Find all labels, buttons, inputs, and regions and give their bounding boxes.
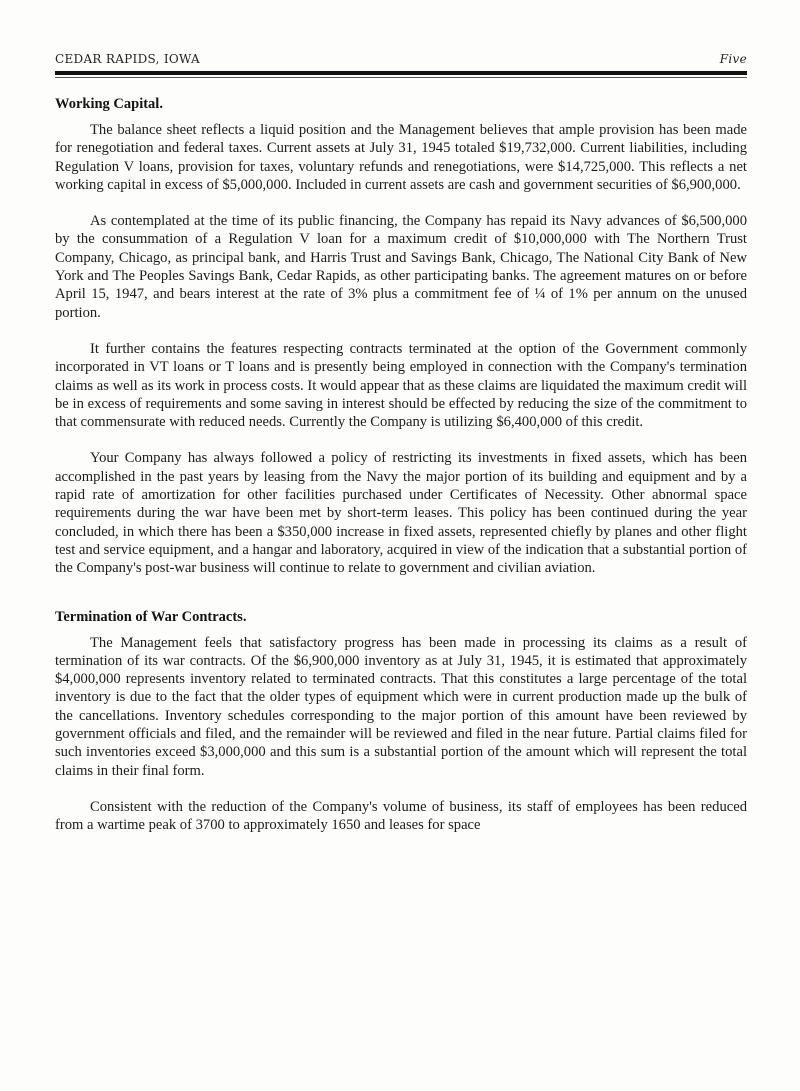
section-working-capital bbox=[55, 96, 747, 578]
section-termination-of-war-contracts bbox=[55, 609, 747, 835]
section-heading: Termination of War Contracts. bbox=[55, 608, 247, 625]
header-rule-thick bbox=[55, 71, 747, 75]
section-heading: Working Capital. bbox=[55, 96, 163, 112]
running-header bbox=[55, 52, 747, 68]
running-title: CEDAR RAPIDS, IOWA bbox=[55, 52, 201, 66]
page-number: Five bbox=[719, 52, 747, 66]
document-page bbox=[55, 52, 747, 835]
paragraph: As contemplated at the time of its public financing, the Company has repaid its Navy advances of $6,500,000 by the consummation of a Regulation V loan for a maximum credit of $10,000,000 with The Northern Trust Company, Chicago, as principal bank, and Harris Trust and Savings Bank, Chicago, The National City Bank of New York and The Peoples Savings Bank, Cedar Rapids, as other participating banks. The agreement matures on or before April 15, 1947, and bears interest at the rate of 3% plus a commitment fee of ¼ of 1% per annum on the unused portion. bbox=[55, 213, 747, 321]
paragraph: The Management feels that satisfactory progress has been made in processing its claims as a result of termination of its war contracts. Of the $6,900,000 inventory as at July 31, 1945, it is estimated that approximately $4,000,000 represents inventory related to terminated contracts. That this constitutes a large percentage of the total inventory is due to the fact that the older types of equipment which were in current production made up the bulk of the cancellations. Inventory schedules corresponding to the major portion of this amount have been reviewed by government officials and filed, and the remainder will be reviewed and filed in the near future. Partial claims filed for such inventories exceed $3,000,000 and this sum is a substantial portion of the amount which will represent the total claims in their final form. bbox=[55, 634, 747, 779]
paragraph: Your Company has always followed a policy of restricting its investments in fixed assets, which has been accomplished in the past years by leasing from the Navy the major portion of its building and equipment and by a rapid rate of amortization for other facilities purchased under Certificates of Necessity. Other abnormal space requirements during the war have been met by short-term leases. This policy has been continued during the year concluded, in which there has been a $350,000 increase in fixed assets, represented chiefly by planes and other flight test and service equipment, and a hangar and laboratory, acquired in view of the indication that a substantial portion of the Company's post-war business will continue to relate to government and civilian aviation. bbox=[55, 450, 747, 577]
paragraph: It further contains the features respecting contracts terminated at the option of the Government commonly incorporated in VT loans or T loans and is presently being employed in connection with the Company's termination claims as well as its work in process costs. It would appear that as these claims are liquidated the maximum credit will be in excess of requirements and some saving in interest should be effected by reducing the size of the commitment to that commensurate with reduced needs. Currently the Company is utilizing $6,400,000 of this credit. bbox=[55, 340, 747, 431]
paragraph: Consistent with the reduction of the Company's volume of business, its staff of employees has been reduced from a wartime peak of 3700 to approximately 1650 and leases for space bbox=[55, 798, 747, 834]
paragraph: The balance sheet reflects a liquid position and the Management believes that ample provision has been made for renegotiation and federal taxes. Current assets at July 31, 1945 totaled $19,732,000. Current liabilities, including Regulation V loans, provision for taxes, voluntary refunds and renegotiations, were $14,725,000. This reflects a net working capital in excess of $5,000,000. Included in current assets are cash and government securities of $6,900,000. bbox=[55, 122, 747, 193]
header-rule-thin bbox=[55, 77, 747, 78]
